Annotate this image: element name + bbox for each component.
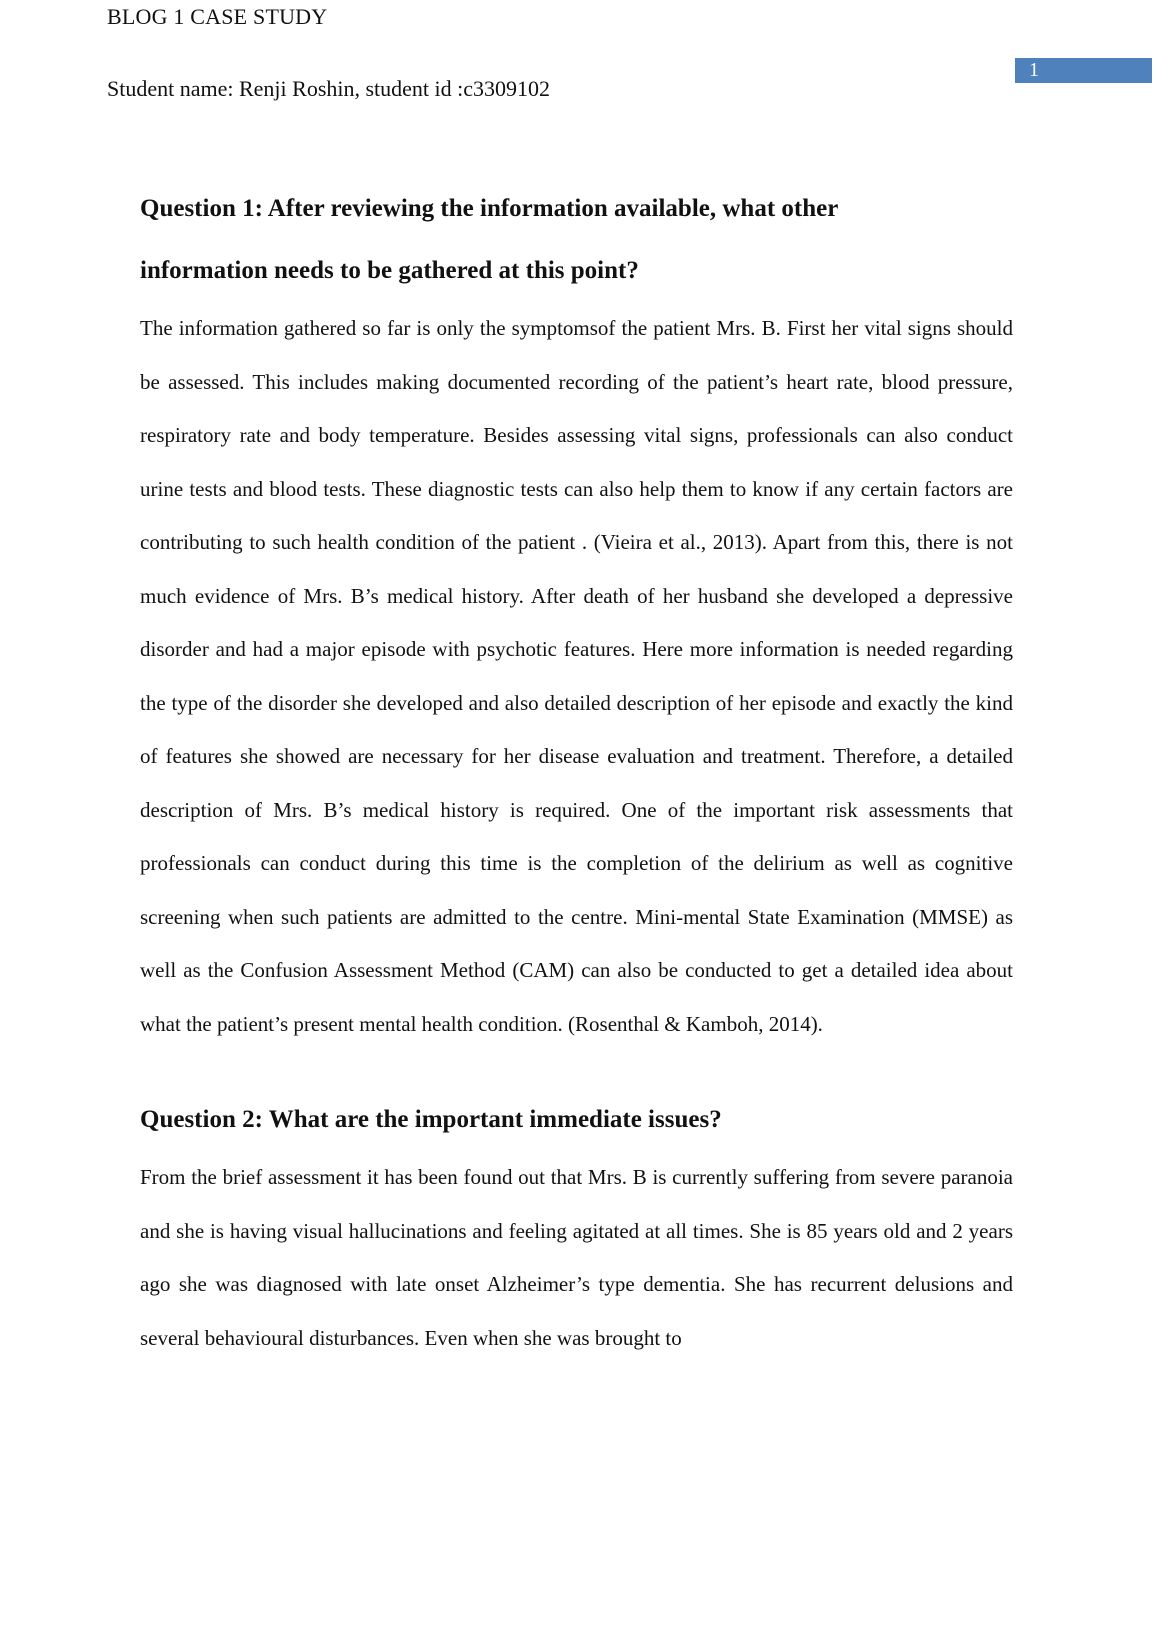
page-number: 1 [1029, 59, 1039, 81]
question-1-heading [140, 178, 1013, 302]
question-1-answer: The information gathered so far is only the symptomsof the patient Mrs. B. First her vital signs should be assessed. This includes making documented recording of the patient’s heart rate, blood pressure, respiratory rate and body temperature. Besides assessing vital signs, professionals can also conduct urine tests and blood tests. These diagnostic tests can also help them to know if any certain factors are contributing to such health condition of the patient . (Vieira et al., 2013). Apart from this, there is not much evidence of Mrs. B’s medical history. After death of her husband she developed a depressive disorder and had a major episode with psychotic features. Here more information is needed regarding the type of the disorder she developed and also detailed description of her episode and exactly the kind of features she showed are necessary for her disease evaluation and treatment. Therefore, a detailed description of Mrs. B’s medical history is required. One of the important risk assessments that professionals can conduct during this time is the completion of the delirium as well as cognitive screening when such patients are admitted to the centre. Mini-mental State Examination (MMSE) as well as the Confusion Assessment Method (CAM) can also be conducted to get a detailed idea about what the patient’s present mental health condition. (Rosenthal & Kamboh, 2014). [140, 316, 1013, 1036]
document-body [140, 178, 1013, 1365]
question-2-answer: From the brief assessment it has been found out that Mrs. B is currently suffering from severe paranoia and she is having visual hallucinations and feeling agitated at all times. She is 85 years old and 2 years ago she was diagnosed with late onset Alzheimer’s type dementia. She has recurrent delusions and several behavioural disturbances. Even when she was brought to [140, 1165, 1013, 1350]
running-head: BLOG 1 CASE STUDY [107, 4, 328, 29]
question-1-heading-line-2: information needs to be gathered at this point? [140, 257, 639, 284]
page-number-bar [1015, 58, 1152, 83]
student-info: Student name: Renji Roshin, student id :c3309102 [107, 76, 551, 101]
question-2-heading: Question 2: What are the important immediate issues? [140, 1106, 722, 1133]
question-1-heading-line-1: Question 1: After reviewing the information available, what other [140, 195, 839, 222]
